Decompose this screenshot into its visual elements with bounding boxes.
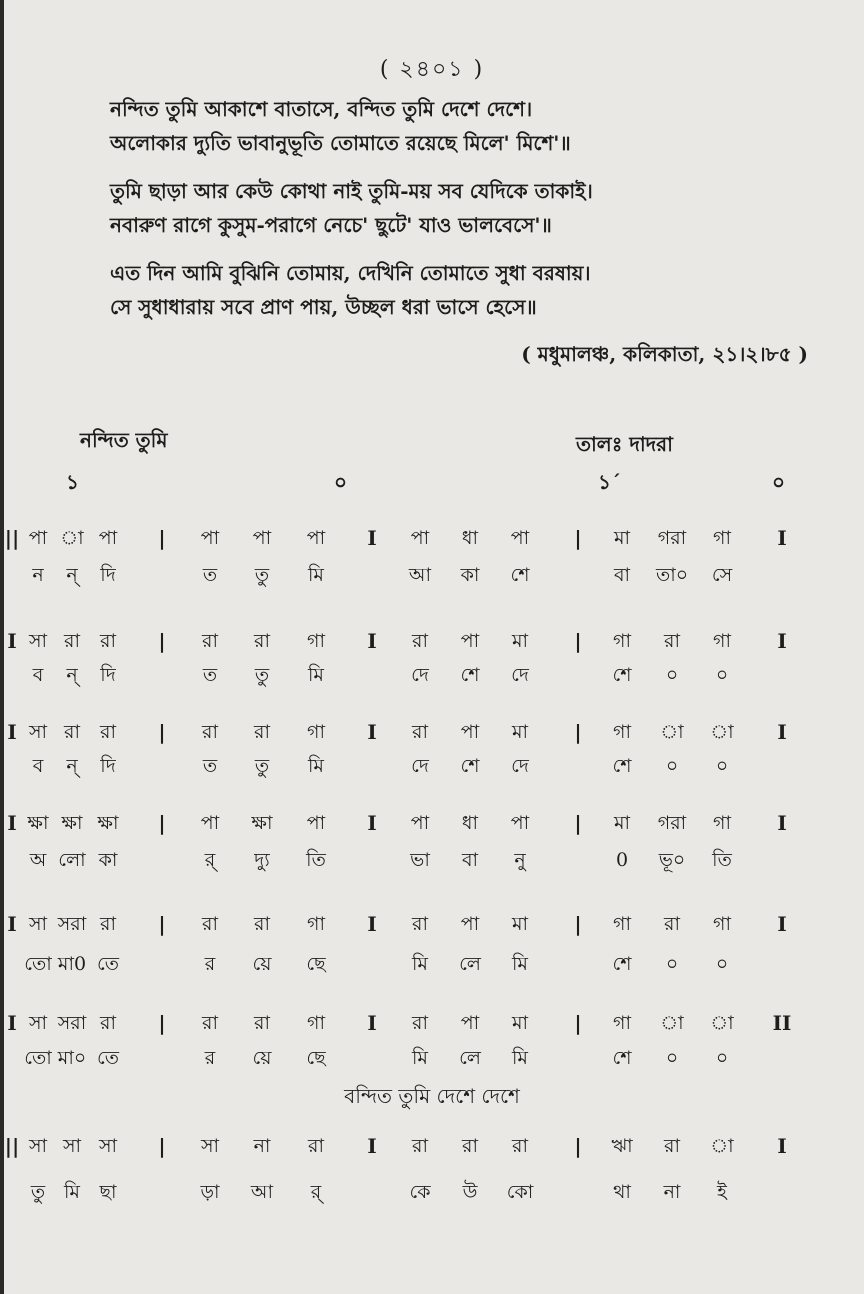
note-cell: গরা	[657, 812, 687, 834]
beat-marker: ০	[334, 470, 348, 494]
note-cell: সরা	[57, 1012, 87, 1034]
syllable-cell: র	[204, 1047, 216, 1069]
bar-line: |	[158, 526, 166, 550]
note-cell: পা	[200, 527, 220, 549]
note-cell: রা	[664, 913, 680, 935]
syllable-cell: তে	[97, 1047, 119, 1069]
syllable-cell: ০	[715, 755, 729, 777]
bar-line-start: I	[7, 811, 17, 835]
lyric-line: সে সুধাধারায় সবে প্রাণ পায়, উচ্ছল ধরা ভাসে হেসে॥	[110, 295, 537, 319]
syllable-cell: মি	[64, 1181, 80, 1203]
note-cell: পা	[460, 630, 480, 652]
note-cell: মা	[613, 527, 631, 549]
syllable-cell: না	[663, 1181, 681, 1203]
note-cell: রা	[254, 721, 270, 743]
bar-line-start: I	[7, 912, 17, 936]
note-cell: রা	[100, 721, 116, 743]
syllable-cell: বা	[613, 564, 631, 586]
syllable-cell: মি	[308, 755, 324, 777]
syllable-cell: মা০	[57, 1047, 87, 1069]
note-cell: সা	[28, 1135, 48, 1157]
syllable-cell: ০	[665, 755, 679, 777]
bar-line-end: II	[772, 1011, 792, 1035]
note-cell: রা	[100, 630, 116, 652]
syllable-cell: অ	[29, 849, 47, 871]
syllable-cell: তু	[254, 564, 270, 586]
syllable-cell: তু	[30, 1181, 46, 1203]
bar-line-end: I	[777, 720, 787, 744]
syllable-cell: য়ে	[252, 1047, 272, 1069]
note-cell: সা	[28, 721, 48, 743]
notation-lyric-row	[0, 557, 864, 593]
notation-lyric-row	[0, 1174, 864, 1210]
syllable-cell: মি	[512, 1047, 528, 1069]
syllable-cell: 0	[615, 849, 629, 871]
note-cell: গা	[613, 913, 631, 935]
syllable-cell: দি	[100, 564, 116, 586]
syllable-cell: ০	[665, 664, 679, 686]
notation-note-row	[0, 1005, 864, 1041]
bar-line-major: I	[367, 526, 377, 550]
syllable-cell: ব	[32, 755, 44, 777]
bar-line-major: I	[367, 1011, 377, 1035]
note-cell: রা	[100, 913, 116, 935]
bar-line: |	[574, 629, 582, 653]
bar-line-start: ||	[4, 526, 20, 550]
song-title: নন্দিত তুমি	[80, 428, 168, 452]
syllable-cell: তু	[254, 664, 270, 686]
notation-note-row	[0, 805, 864, 841]
note-cell: া	[660, 721, 684, 743]
syllable-cell: সে	[711, 564, 733, 586]
note-cell: সা	[62, 1135, 82, 1157]
syllable-cell: মি	[308, 564, 324, 586]
note-cell: া	[710, 1135, 734, 1157]
note-cell: পা	[98, 527, 118, 549]
page-number: ( ২৪০১ )	[379, 57, 485, 82]
note-cell: পা	[200, 812, 220, 834]
syllable-cell: শে	[460, 664, 480, 686]
syllable-cell: আ	[250, 1181, 274, 1203]
note-cell: মা	[511, 721, 529, 743]
note-cell: া	[710, 1012, 734, 1034]
notation-lyric-row	[0, 946, 864, 982]
note-cell: গা	[307, 1012, 325, 1034]
note-cell: রা	[202, 913, 218, 935]
note-cell: রা	[412, 721, 428, 743]
syllable-cell: তু	[254, 755, 270, 777]
syllable-cell: দ্যু	[254, 849, 270, 871]
syllable-cell: দে	[511, 664, 529, 686]
notation-lyric-row	[0, 748, 864, 784]
syllable-cell: তো	[24, 1047, 52, 1069]
notation-note-row	[0, 714, 864, 750]
bar-line-start: I	[7, 629, 17, 653]
bar-line: |	[574, 1011, 582, 1035]
bar-line: |	[158, 1011, 166, 1035]
note-cell: রা	[664, 1135, 680, 1157]
bar-line: |	[574, 1134, 582, 1158]
note-cell: রা	[254, 913, 270, 935]
note-cell: রা	[202, 630, 218, 652]
bar-line: |	[158, 720, 166, 744]
note-cell: পা	[510, 527, 530, 549]
note-cell: রা	[202, 721, 218, 743]
note-cell: মা	[511, 630, 529, 652]
note-cell: া	[60, 527, 84, 549]
syllable-cell: ০	[665, 953, 679, 975]
syllable-cell: ০	[715, 664, 729, 686]
syllable-cell: ন্	[66, 564, 78, 586]
syllable-cell: ব	[32, 664, 44, 686]
note-cell: গা	[307, 721, 325, 743]
lyric-line: নবারুণ রাগে কুসুম-পরাগে নেচে' ছুটে' যাও ভালবেসে'॥	[110, 213, 552, 237]
bar-line: |	[158, 811, 166, 835]
note-cell: সরা	[57, 913, 87, 935]
section-title: বন্দিত তুমি দেশে দেশে	[344, 1084, 520, 1108]
syllable-cell: ত	[202, 564, 218, 586]
bar-line: |	[574, 811, 582, 835]
note-cell: মা	[511, 913, 529, 935]
syllable-cell: ছে	[306, 953, 326, 975]
syllable-cell: দি	[100, 664, 116, 686]
syllable-cell: মি	[308, 664, 324, 686]
syllable-cell: ন	[32, 564, 44, 586]
syllable-cell: র্	[204, 849, 216, 871]
syllable-cell: মি	[512, 953, 528, 975]
bar-line: |	[574, 526, 582, 550]
note-cell: পা	[460, 1012, 480, 1034]
syllable-cell: নু	[514, 849, 526, 871]
note-cell: গা	[307, 630, 325, 652]
syllable-cell: র্	[310, 1181, 322, 1203]
syllable-cell: লে	[459, 1047, 481, 1069]
syllable-cell: দে	[411, 755, 429, 777]
note-cell: রা	[412, 630, 428, 652]
syllable-cell: থা	[613, 1181, 631, 1203]
note-cell: পা	[306, 527, 326, 549]
note-cell: ক্ষা	[27, 812, 49, 834]
notation-note-row	[0, 520, 864, 556]
note-cell: গা	[613, 1012, 631, 1034]
syllable-cell: ০	[715, 953, 729, 975]
note-cell: রা	[100, 1012, 116, 1034]
note-cell: ধা	[461, 812, 479, 834]
note-cell: রা	[64, 630, 80, 652]
bar-line-end: I	[777, 1134, 787, 1158]
syllable-cell: ড়া	[200, 1181, 220, 1203]
lyric-stanza	[110, 92, 830, 160]
note-cell: সা	[28, 1012, 48, 1034]
syllable-cell: শে	[510, 564, 530, 586]
bar-line-major: I	[367, 629, 377, 653]
note-cell: সা	[28, 630, 48, 652]
syllable-cell: মি	[412, 953, 428, 975]
notation-lyric-row	[0, 842, 864, 878]
note-cell: পা	[306, 812, 326, 834]
note-cell: রা	[512, 1135, 528, 1157]
note-cell: া	[660, 1012, 684, 1034]
note-cell: পা	[510, 812, 530, 834]
beat-marker: ০	[772, 470, 786, 494]
note-cell: রা	[462, 1135, 478, 1157]
lyric-stanza	[110, 174, 830, 242]
note-cell: ধা	[461, 527, 479, 549]
bar-line-end: I	[777, 811, 787, 835]
note-cell: গা	[713, 812, 731, 834]
syllable-cell: ভা	[410, 849, 430, 871]
bar-line-end: I	[777, 912, 787, 936]
note-cell: সা	[28, 913, 48, 935]
syllable-cell: কা	[98, 849, 118, 871]
note-cell: পা	[460, 913, 480, 935]
note-cell: রা	[254, 1012, 270, 1034]
syllable-cell: দে	[411, 664, 429, 686]
bar-line: |	[158, 629, 166, 653]
syllable-cell: শে	[612, 755, 632, 777]
source-citation: ( মধুমালঞ্চ, কলিকাতা, ২১।২।৮৫ )	[521, 342, 808, 366]
syllable-cell: তি	[306, 849, 326, 871]
note-cell: মা	[511, 1012, 529, 1034]
bar-line: |	[574, 912, 582, 936]
beat-marker: ১´	[598, 470, 621, 494]
note-cell: গা	[713, 630, 731, 652]
note-cell: রা	[664, 630, 680, 652]
syllable-cell: ভূ০	[658, 849, 686, 871]
syllable-cell: র	[204, 953, 216, 975]
syllable-cell: য়ে	[252, 953, 272, 975]
bar-line-major: I	[367, 720, 377, 744]
note-cell: রা	[64, 721, 80, 743]
notation-lyric-row	[0, 1040, 864, 1076]
syllable-cell: লে	[459, 953, 481, 975]
note-cell: রা	[254, 630, 270, 652]
note-cell: গরা	[657, 527, 687, 549]
bar-line-end: I	[777, 526, 787, 550]
note-cell: পা	[28, 527, 48, 549]
notation-note-row	[0, 1128, 864, 1164]
syllable-cell: কা	[460, 564, 480, 586]
syllable-cell: তি	[712, 849, 732, 871]
note-cell: পা	[252, 527, 272, 549]
note-cell: সা	[98, 1135, 118, 1157]
lyric-line: নন্দিত তুমি আকাশে বাতাসে, বন্দিত তুমি দেশে দেশে।	[110, 97, 533, 121]
syllable-cell: ই	[717, 1181, 727, 1203]
note-cell: ক্ষা	[97, 812, 119, 834]
note-cell: না	[253, 1135, 271, 1157]
note-cell: সা	[200, 1135, 220, 1157]
note-cell: রা	[412, 1012, 428, 1034]
bar-line-major: I	[367, 1134, 377, 1158]
notation-lyric-row	[0, 657, 864, 693]
bar-line-start: I	[7, 720, 17, 744]
lyric-stanza	[110, 256, 830, 324]
syllable-cell: দে	[511, 755, 529, 777]
syllable-cell: ০	[715, 1047, 729, 1069]
note-cell: গা	[307, 913, 325, 935]
lyric-line: এত দিন আমি বুঝিনি তোমায়, দেখিনি তোমাতে সুধা বরষায়।	[110, 261, 591, 285]
bar-line-start: ||	[4, 1134, 20, 1158]
note-cell: ক্ষা	[251, 812, 273, 834]
syllable-cell: ছা	[99, 1181, 117, 1203]
notation-note-row	[0, 906, 864, 942]
note-cell: রা	[202, 1012, 218, 1034]
taal-label: তালঃ দাদরা	[576, 432, 673, 456]
note-cell: রা	[412, 913, 428, 935]
syllable-cell: উ	[462, 1181, 478, 1203]
syllable-cell: ন্	[66, 664, 78, 686]
syllable-cell: ছে	[306, 1047, 326, 1069]
bar-line-end: I	[777, 629, 787, 653]
syllable-cell: কে	[409, 1181, 431, 1203]
syllable-cell: শে	[612, 664, 632, 686]
syllable-cell: তে	[97, 953, 119, 975]
syllable-cell: মা0	[57, 953, 87, 975]
syllable-cell: মি	[412, 1047, 428, 1069]
note-cell: ক্ষা	[61, 812, 83, 834]
note-cell: রা	[412, 1135, 428, 1157]
lyric-line: তুমি ছাড়া আর কেউ কোথা নাই তুমি-ময় সব যেদিকে তাকাই।	[110, 179, 593, 203]
syllable-cell: ত	[202, 755, 218, 777]
note-cell: গা	[613, 721, 631, 743]
syllable-cell: বা	[461, 849, 479, 871]
syllable-cell: ত	[202, 664, 218, 686]
bar-line: |	[574, 720, 582, 744]
bar-line: |	[158, 912, 166, 936]
bar-line-start: I	[7, 1011, 17, 1035]
syllable-cell: লো	[58, 849, 86, 871]
syllable-cell: তো	[24, 953, 52, 975]
bar-line: |	[158, 1134, 166, 1158]
note-cell: পা	[410, 812, 430, 834]
syllable-cell: শে	[612, 953, 632, 975]
note-cell: মা	[613, 812, 631, 834]
syllable-cell: ন্	[66, 755, 78, 777]
notation-note-row	[0, 623, 864, 659]
note-cell: রা	[308, 1135, 324, 1157]
syllable-cell: শে	[612, 1047, 632, 1069]
note-cell: া	[710, 721, 734, 743]
note-cell: গা	[713, 913, 731, 935]
note-cell: পা	[460, 721, 480, 743]
syllable-cell: তা০	[655, 564, 689, 586]
note-cell: পা	[410, 527, 430, 549]
bar-line-major: I	[367, 912, 377, 936]
note-cell: গা	[613, 630, 631, 652]
beat-marker: ১	[66, 470, 79, 494]
lyric-line: অলোকার দ্যুতি ভাবানুভূতি তোমাতে রয়েছে মিলে' মিশে'॥	[110, 131, 571, 155]
syllable-cell: কো	[506, 1181, 534, 1203]
syllable-cell: আ	[408, 564, 432, 586]
note-cell: গা	[713, 527, 731, 549]
syllable-cell: শে	[460, 755, 480, 777]
bar-line-major: I	[367, 811, 377, 835]
note-cell: ঋা	[611, 1135, 633, 1157]
lyrics-block	[110, 92, 830, 338]
syllable-cell: ০	[665, 1047, 679, 1069]
syllable-cell: দি	[100, 755, 116, 777]
